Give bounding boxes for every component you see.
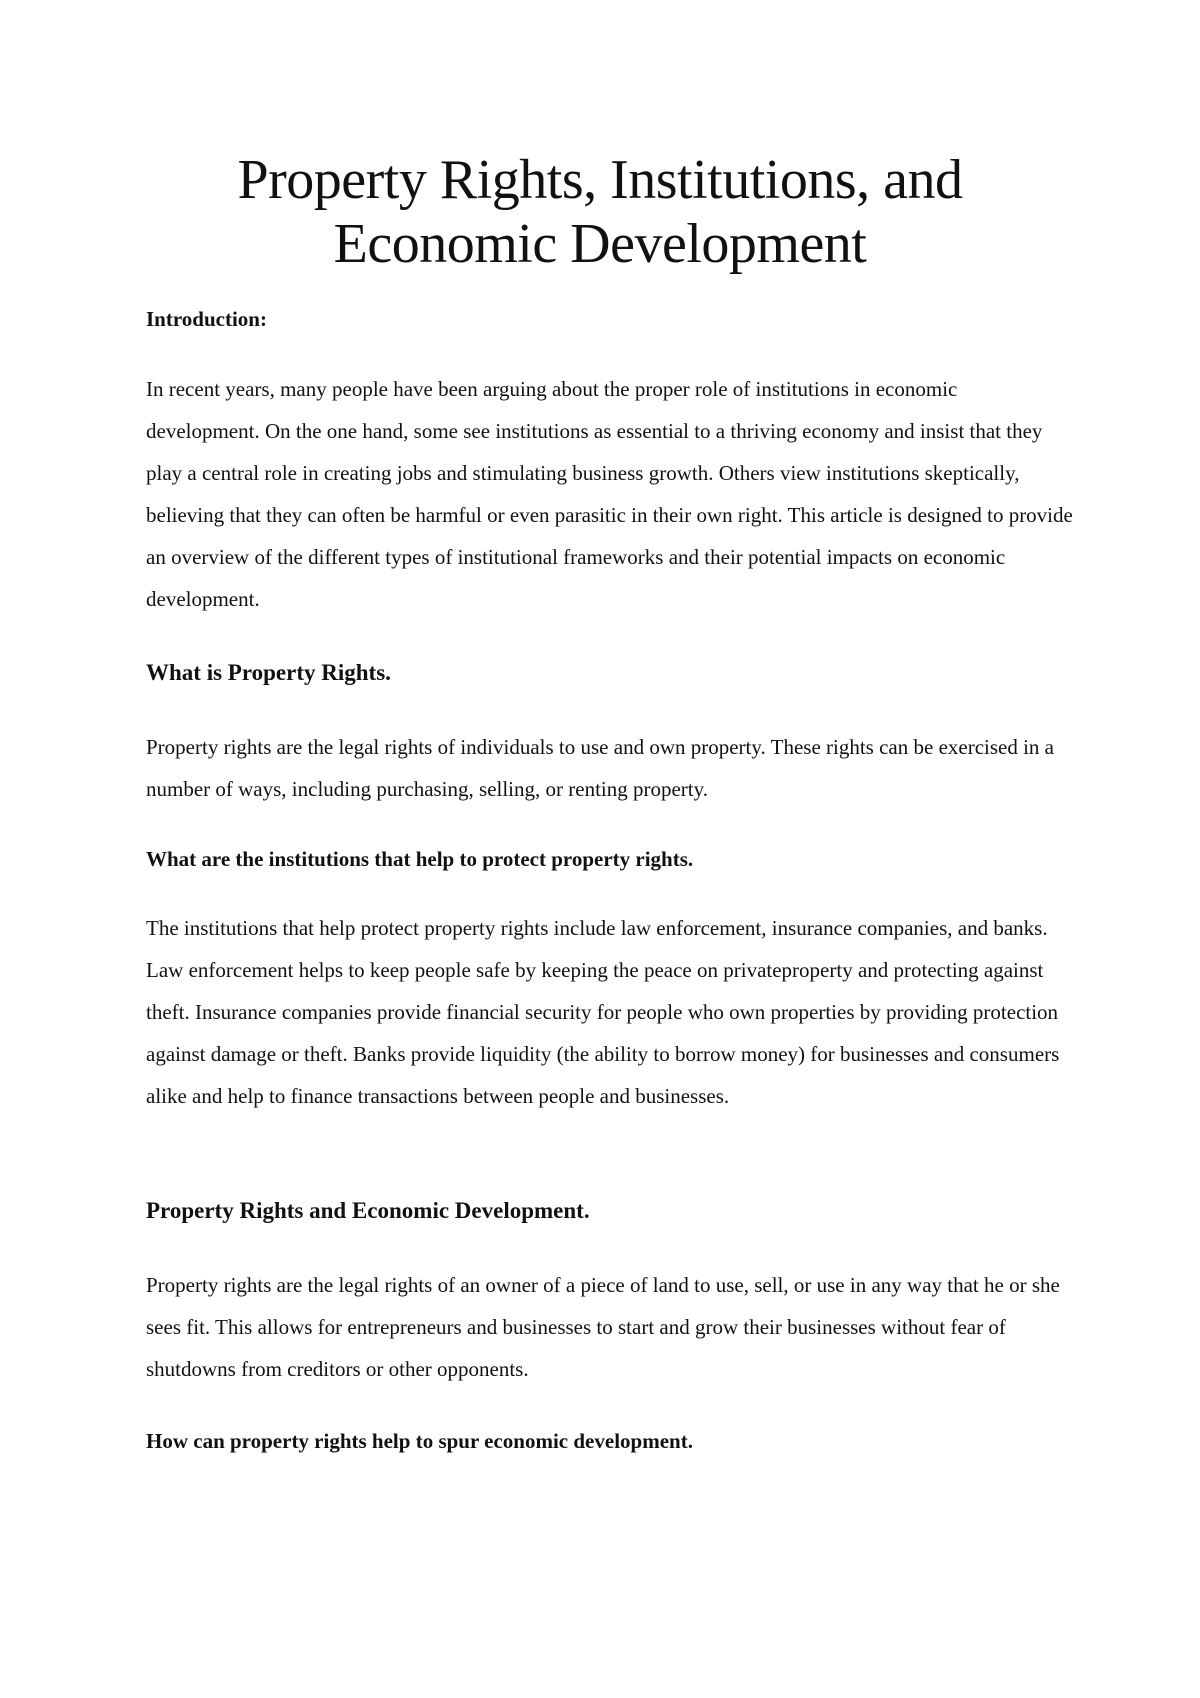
- section-paragraph-introduction: In recent years, many people have been arguing about the proper role of institutions in economic development. On the one hand, some see institutions as essential to a thriving economy and insist that they play a central role in creating jobs and stimulating business growth. Others view institutions skeptically, believing that they can often be harmful or even parasitic in their own right. This article is designed to provide an overview of the different types of institutional frameworks and their potential impacts on economic development.: [146, 377, 1073, 611]
- section-heading-institutions: What are the institutions that help to protect property rights.: [146, 847, 694, 871]
- section-heading-introduction: Introduction:: [146, 307, 267, 331]
- section-paragraph-property-rights-economic-development: Property rights are the legal rights of an owner of a piece of land to use, sell, or use in any way that he or she sees fit. This allows for entrepreneurs and businesses to start and grow their businesses without fear of shutdowns from creditors or other opponents.: [146, 1273, 1060, 1381]
- section-paragraph-what-is-property-rights: Property rights are the legal rights of individuals to use and own property. These rights can be exercised in a number of ways, including purchasing, selling, or renting property.: [146, 735, 1055, 801]
- section-heading-what-is-property-rights: What is Property Rights.: [146, 660, 391, 685]
- section-heading-property-rights-economic-development: Property Rights and Economic Development.: [146, 1198, 590, 1223]
- document-title: [0, 148, 1200, 276]
- section-heading-spur-economic-development: How can property rights help to spur economic development.: [146, 1429, 693, 1453]
- section-paragraph-institutions: The institutions that help protect property rights include law enforcement, insurance companies, and banks. Law enforcement helps to keep people safe by keeping the peace on privateproperty and protecting against theft. Insurance companies provide financial security for people who own properties by providing protection against damage or theft. Banks provide liquidity (the ability to borrow money) for businesses and consumers alike and help to finance transactions between people and businesses.: [146, 916, 1060, 1108]
- title-line-2: Economic Development: [333, 213, 867, 275]
- title-line-1: Property Rights, Institutions, and: [237, 149, 963, 211]
